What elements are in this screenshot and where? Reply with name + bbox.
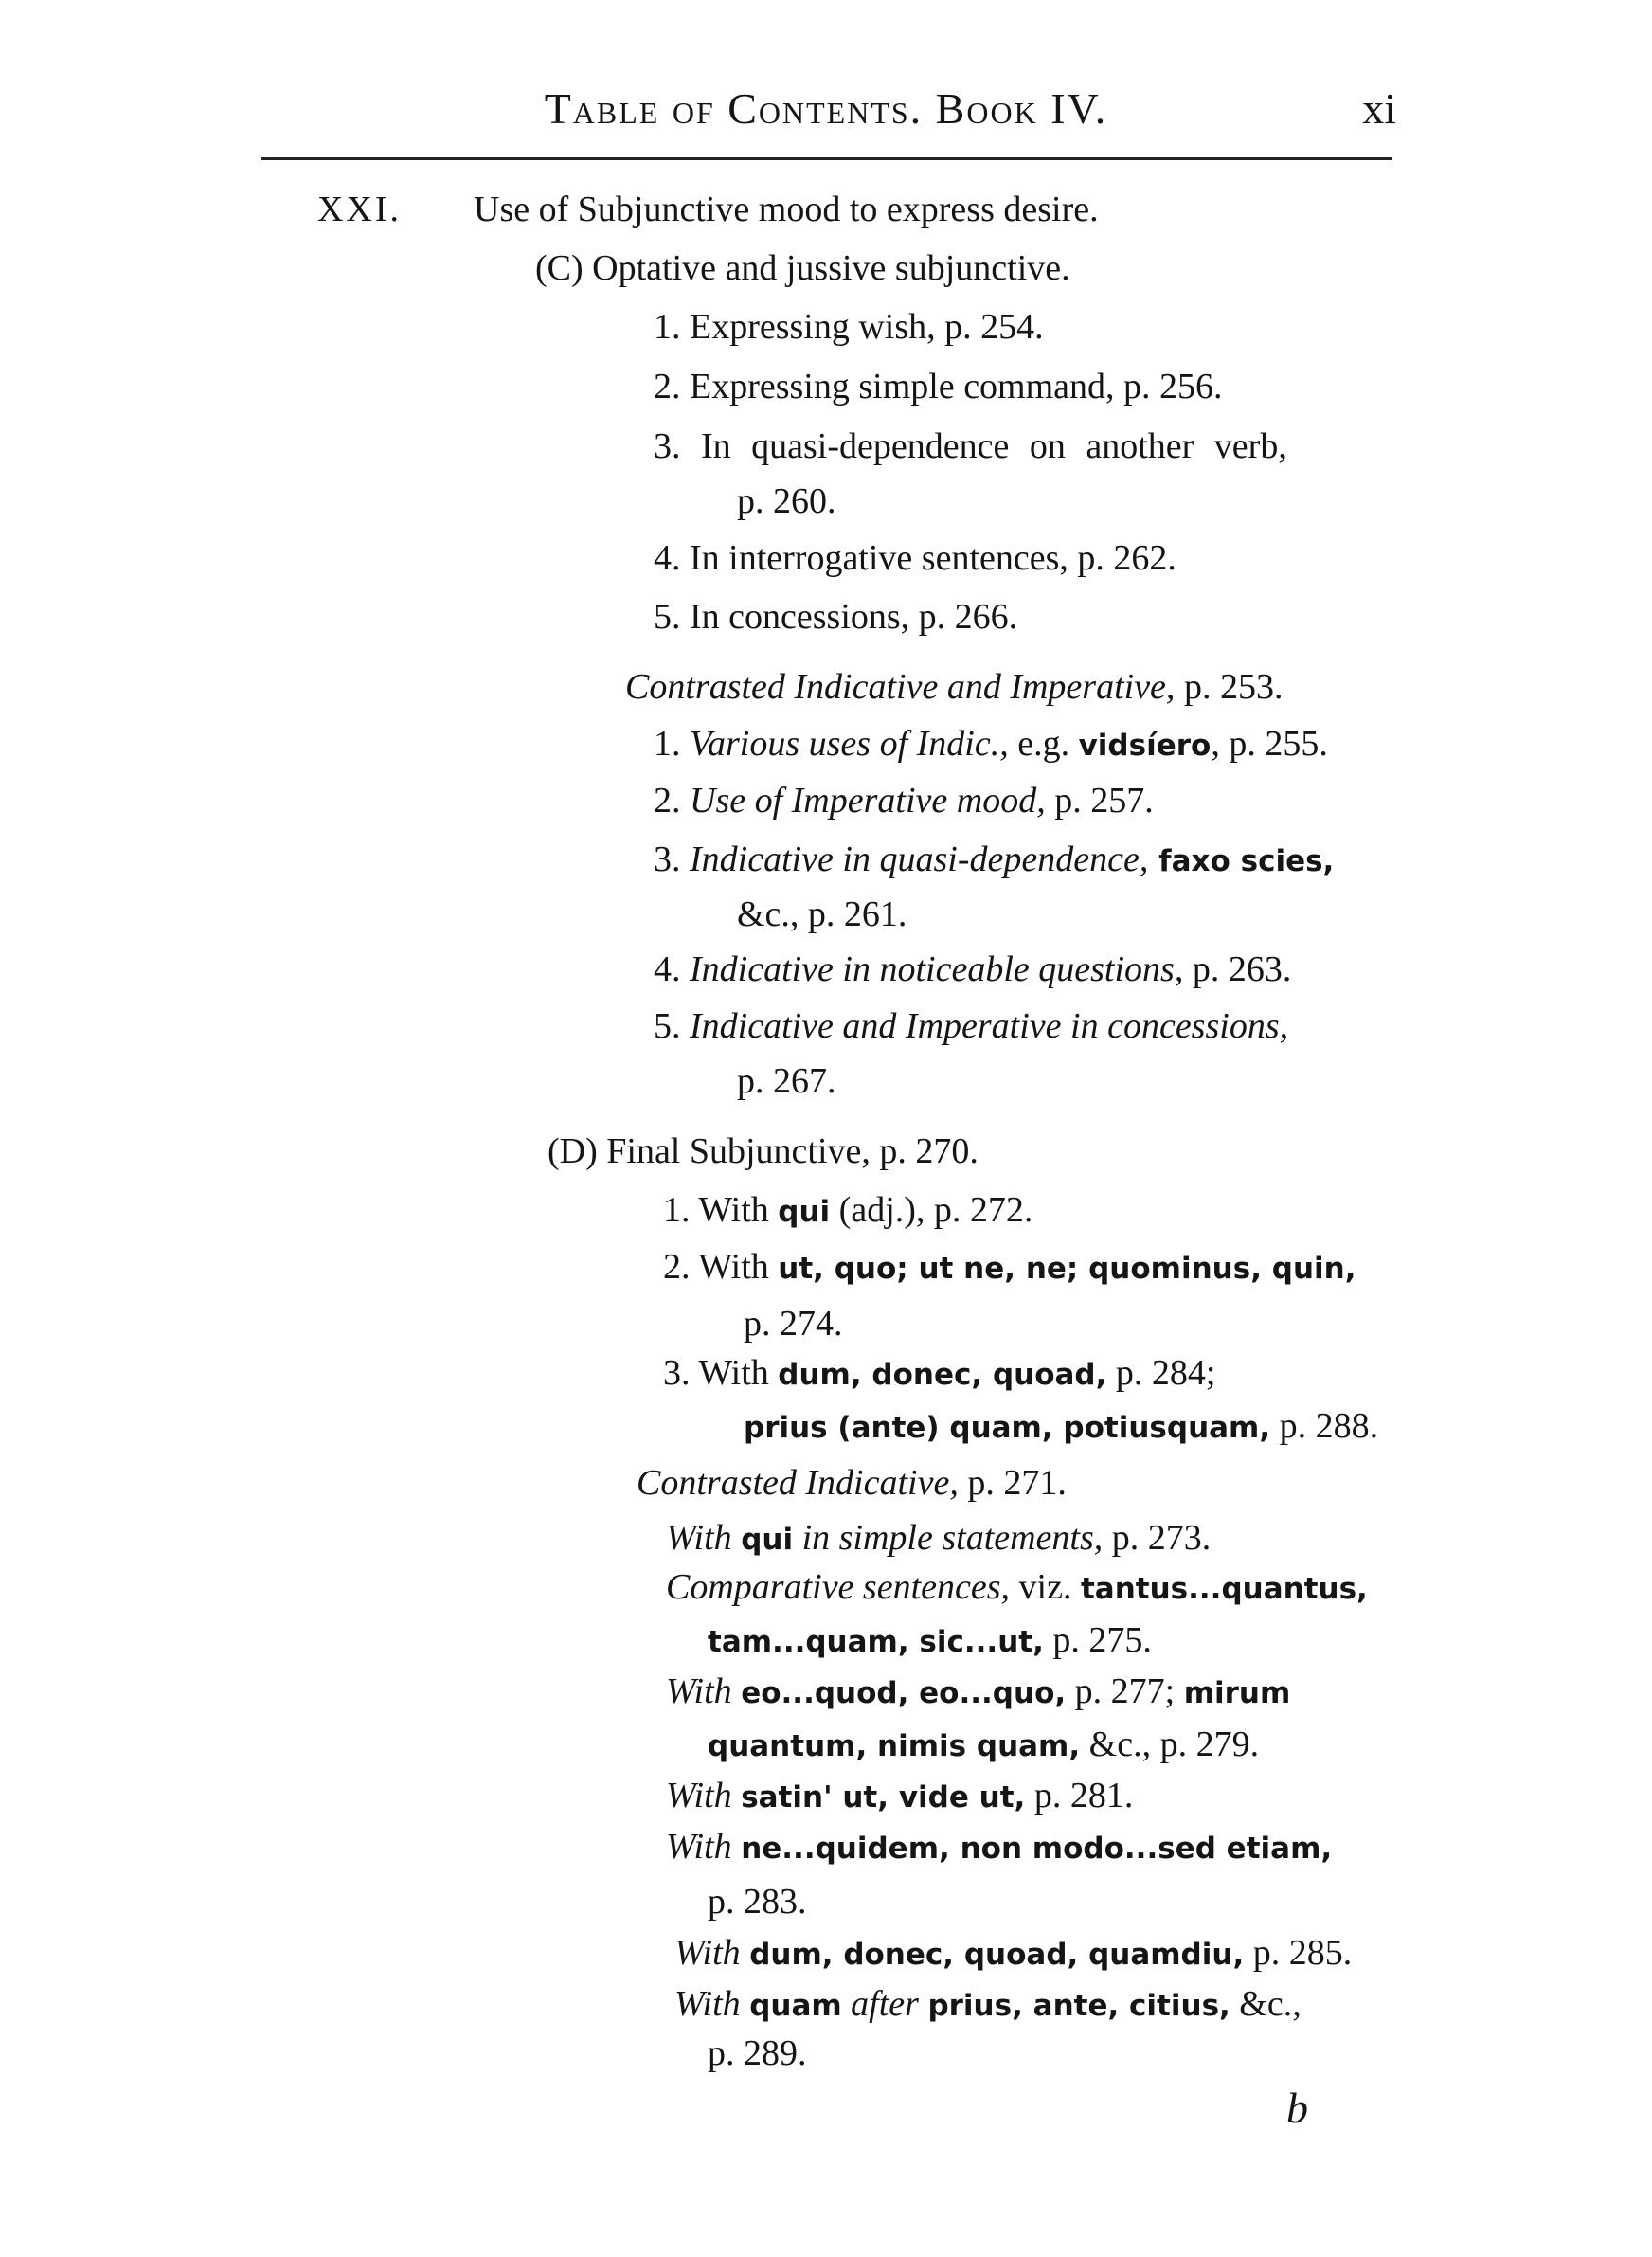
item-text: Indicative in quasi-dependence, [690,840,1149,879]
section-c-item-3-cont: p. 260. [737,481,836,521]
item-text: Indicative and Imperative in concessions, [690,1006,1289,1046]
latin-term: ut, quo; ut ne, ne; quominus, quin, [778,1252,1356,1286]
contrast-d-item-2-cont [708,1622,1152,1658]
page-ref: p. 284; [1106,1353,1216,1393]
running-head-title: Table of Contents. Book IV. [544,84,1108,133]
signature-mark: b [1286,2084,1308,2132]
item-number: 1. [654,724,690,764]
contrast-d-heading-text: Contrasted Indicative, [637,1463,959,1503]
chapter-numeral: XXI. [317,190,403,229]
section-c-item-5: 5. In concessions, p. 266. [654,597,1018,637]
latin-term: tam...quam, sic...ut, [708,1625,1044,1659]
page-ref: p. 263. [1183,949,1292,989]
section-d-item-3-cont [744,1408,1378,1444]
section-d-item-3 [663,1355,1215,1391]
item-text: 3. With [663,1353,779,1393]
latin-term: dum, donec, quoad, quamdiu, [749,1938,1245,1972]
contrast-c-item-5-cont: p. 267. [737,1061,836,1101]
page-ref: p. 257. [1045,781,1154,821]
latin-term: tantus...quantus, [1080,1572,1368,1606]
latin-term: prius, ante, citius, [927,1989,1230,2023]
item-text: Use of Imperative mood, [690,781,1046,821]
page-ref: p. 275. [1043,1620,1152,1660]
page-ref: p. 281. [1025,1776,1134,1815]
contrast-d-item-5-cont: p. 283. [708,1882,807,1922]
section-d-item-2-cont: p. 274. [744,1304,843,1344]
section-d-item-2 [663,1249,1356,1285]
page-ref: p. 285. [1244,1933,1353,1973]
item-text: With [674,1984,750,2024]
latin-term: mirum [1183,1676,1291,1710]
latin-term: quam [749,1989,842,2023]
item-text: 2. With [663,1247,779,1287]
item-text: viz. [1010,1567,1081,1607]
page-ref: p. 273. [1103,1518,1212,1558]
contrast-d-item-3 [666,1673,1290,1709]
item-text: Comparative sentences, [666,1567,1011,1607]
latin-term: vidsíero [1078,729,1212,763]
section-c-item-1: 1. Expressing wish, p. 254. [654,307,1044,347]
contrast-d-item-3-cont [708,1726,1259,1762]
latin-term: satin' ut, vide ut, [741,1780,1026,1815]
item-text: after [841,1984,928,2024]
item-number: 2. [654,781,690,821]
section-c-item-3: 3. In quasi-dependence on another verb, [654,426,1287,466]
page-ref: p. 288. [1270,1406,1379,1446]
latin-term: eo...quod, eo...quo, [741,1676,1067,1710]
item-text: With [666,1827,742,1867]
item-number: 3. [654,840,690,879]
item-text: With [666,1518,742,1558]
contrast-d-item-7 [674,1986,1302,2022]
page-number: xi [1362,84,1396,133]
contrast-c-item-3-cont: &c., p. 261. [737,894,907,934]
item-text: 1. With [663,1190,779,1230]
latin-term: ne...quidem, non modo...sed etiam, [741,1832,1333,1866]
header-rule [261,157,1392,160]
item-text: e.g. [1008,724,1079,764]
item-text: With [666,1776,742,1815]
item-number: 4. [654,949,690,989]
running-head [256,83,1396,140]
latin-term: quantum, nimis quam, [708,1729,1081,1763]
contrast-d-heading-page: p. 271. [958,1463,1067,1503]
page-ref: (adj.), p. 272. [830,1190,1033,1230]
contrast-c-heading [625,669,1283,705]
section-c-heading: (C) Optative and jussive subjunctive. [535,248,1070,288]
page-ref: , p. 255. [1211,724,1328,764]
contrast-d-item-1 [666,1520,1211,1556]
page-ref: &c., p. 279. [1080,1724,1260,1764]
item-text: With [666,1671,742,1711]
item-text: Indicative in noticeable questions, [690,949,1184,989]
latin-term: dum, donec, quoad, [778,1358,1107,1392]
latin-term: prius (ante) quam, potiusquam, [744,1411,1271,1445]
section-c-item-2: 2. Expressing simple command, p. 256. [654,367,1223,406]
chapter-title: Use of Subjunctive mood to express desire. [474,190,1099,229]
page-ref: &c., [1230,1984,1302,2024]
contrast-d-item-6 [674,1935,1352,1971]
latin-term: qui [741,1523,794,1557]
item-text: With [674,1933,750,1973]
section-c-item-4: 4. In interrogative sentences, p. 262. [654,538,1176,578]
contrast-d-item-5 [666,1829,1332,1865]
contrast-d-item-4 [666,1778,1133,1814]
contrast-d-item-7-cont: p. 289. [708,2033,807,2073]
contrast-c-item-4 [654,951,1291,987]
contrast-c-heading-page: p. 253. [1175,667,1284,707]
contrast-d-item-2 [666,1569,1368,1605]
latin-term: faxo scies, [1148,844,1335,878]
contrast-d-heading [637,1465,1067,1501]
item-text: in simple statements, [793,1518,1104,1558]
contrast-c-item-5 [654,1008,1288,1044]
section-d-heading: (D) Final Subjunctive, p. 270. [548,1131,979,1171]
item-text: Various uses of Indic., [690,724,1009,764]
latin-term: qui [778,1195,831,1229]
contrast-c-item-3 [654,841,1334,877]
item-number: 5. [654,1006,690,1046]
contrast-c-heading-text: Contrasted Indicative and Imperative, [625,667,1176,707]
contrast-c-item-1 [654,726,1328,762]
page-ref: p. 277; [1066,1671,1184,1711]
contrast-c-item-2 [654,783,1154,819]
section-d-item-1 [663,1192,1032,1228]
